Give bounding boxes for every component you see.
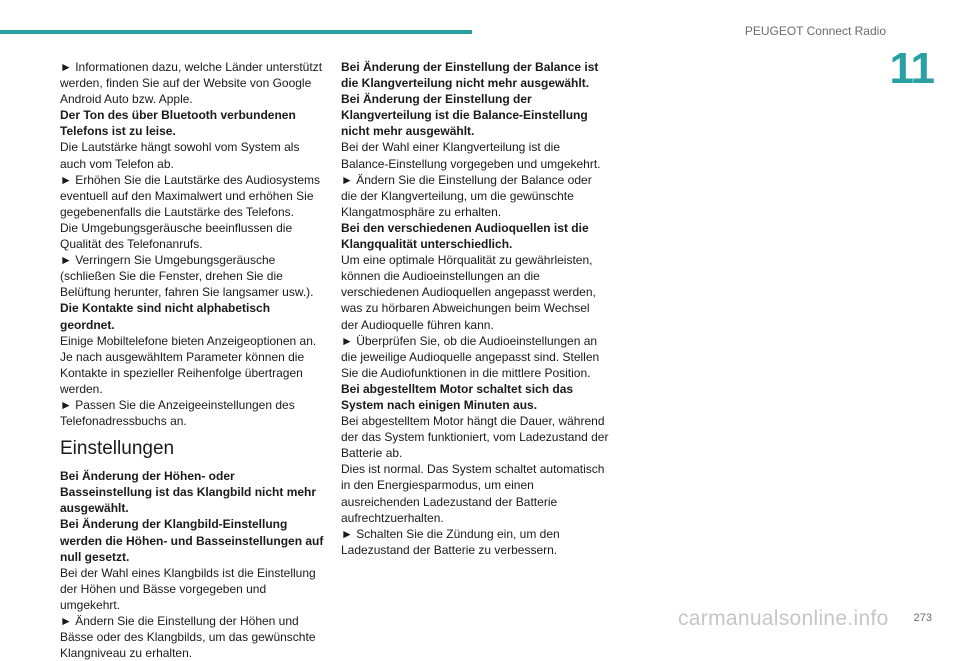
left-column-top	[60, 59, 328, 429]
bold-paragraph: Bei den verschiedenen Audioquellen ist die Klangqualität unterschiedlich.	[341, 220, 589, 252]
paragraph: ► Verringern Sie Umgebungsgeräusche (schließen Sie die Fenster, drehen Sie die Belüftung herunter, fahren Sie langsamer usw.).	[60, 253, 314, 300]
paragraph: ► Erhöhen Sie die Lautstärke des Audiosystems eventuell auf den Maximalwert und erhöhen Sie gegebenenfalls die Lautstärke des Telefons.	[60, 172, 321, 219]
paragraph: ► Ändern Sie die Einstellung der Balance oder die der Klangverteilung, um die gewünschte Klangatmosphäre zu erhalten.	[341, 172, 592, 219]
right-column	[341, 59, 609, 558]
header-accent-bar	[0, 30, 472, 34]
chapter-number: 11	[889, 44, 934, 93]
paragraph: Die Umgebungsgeräusche beeinflussen die Qualität des Telefonanrufs.	[60, 220, 293, 252]
watermark: carmanualsonline.info	[678, 607, 889, 630]
section-heading: Einstellungen	[60, 438, 175, 460]
paragraph: Bei der Wahl eines Klangbilds ist die Einstellung der Höhen und Bässe vorgegeben und umgekehrt.	[60, 565, 316, 612]
paragraph: Bei der Wahl einer Klangverteilung ist die Balance-Einstellung vorgegeben und umgekehrt.	[341, 140, 601, 171]
page-number: 273	[913, 612, 932, 624]
paragraph: ► Passen Sie die Anzeigeeinstellungen des Telefonadressbuchs an.	[60, 397, 295, 429]
left-column	[60, 59, 328, 661]
paragraph: Bei abgestelltem Motor hängt die Dauer, während der das System funktioniert, vom Ladezustand der Batterie ab.	[341, 414, 609, 461]
paragraph: ► Überprüfen Sie, ob die Audioeinstellungen an die jeweilige Audioquelle angepasst sind. Stellen Sie die Audiofunktionen in die mittlere Position.	[341, 333, 600, 380]
header-title: PEUGEOT Connect Radio	[744, 24, 886, 38]
bold-paragraph: Bei abgestelltem Motor schaltet sich das System nach einigen Minuten aus.	[341, 381, 574, 412]
left-column-bottom	[60, 468, 328, 661]
bold-paragraph: Bei Änderung der Höhen- oder Basseinstellung ist das Klangbild nicht mehr ausgewählt.	[60, 469, 317, 516]
paragraph: ► Ändern Sie die Einstellung der Höhen und Bässe oder des Klangbilds, um das gewünschte Klangniveau zu erhalten.	[60, 614, 316, 661]
bold-paragraph: Die Kontakte sind nicht alphabetisch geordnet.	[60, 301, 271, 332]
bold-paragraph: Bei Änderung der Einstellung der Balance ist die Klangverteilung nicht mehr ausgewählt.	[341, 60, 599, 91]
paragraph: ► Schalten Sie die Zündung ein, um den Ladezustand der Batterie zu verbessern.	[341, 526, 560, 557]
bold-paragraph: Bei Änderung der Einstellung der Klangverteilung ist die Balance-Einstellung nicht mehr ausgewählt.	[341, 92, 588, 139]
right-column-body	[341, 59, 609, 558]
paragraph: Einige Mobiltelefone bieten Anzeigeoptionen an. Je nach ausgewähltem Parameter können die Kontakte in spezieller Reihenfolge übertragen werden.	[60, 333, 317, 396]
paragraph: ► Informationen dazu, welche Länder unterstützt werden, finden Sie auf der Website von Google Android Auto bzw. Apple.	[60, 60, 323, 107]
paragraph: Die Lautstärke hängt sowohl vom System als auch vom Telefon ab.	[60, 140, 300, 171]
bold-paragraph: Bei Änderung der Klangbild-Einstellung werden die Höhen- und Basseinstellungen auf null gesetzt.	[60, 517, 324, 564]
bold-paragraph: Der Ton des über Bluetooth verbundenen Telefons ist zu leise.	[60, 108, 296, 139]
paragraph: Dies ist normal. Das System schaltet automatisch in den Energiesparmodus, um einen ausreichenden Ladezustand der Batterie aufrechtzuerhalten.	[341, 462, 605, 525]
paragraph: Um eine optimale Hörqualität zu gewährleisten, können die Audioeinstellungen an die verschiedenen Audioquellen angepasst werden, was zu hörbaren Abweichungen beim Wechsel der Audioquelle führen kann.	[341, 253, 596, 332]
